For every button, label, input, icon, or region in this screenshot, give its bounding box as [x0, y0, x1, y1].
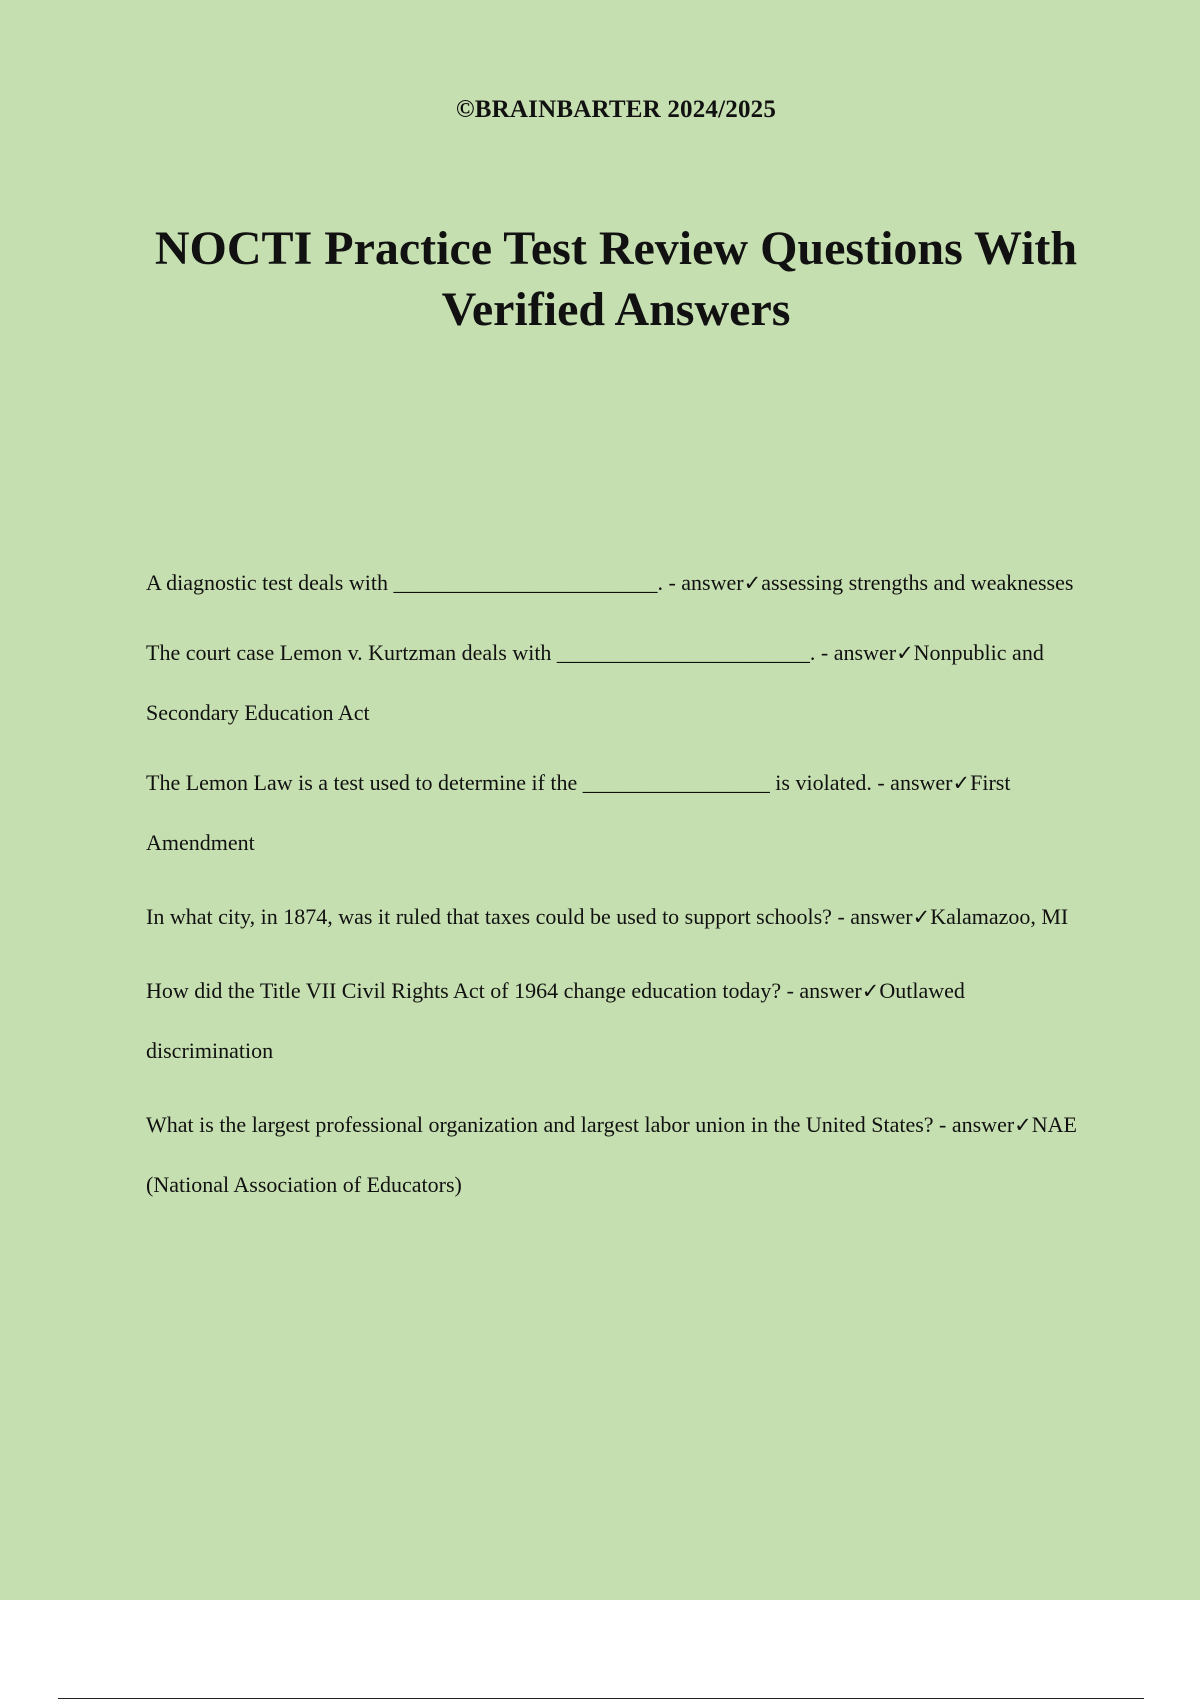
answer-text: assessing strengths and weaknesses — [761, 570, 1074, 595]
qa-item — [146, 623, 1096, 743]
answer-text: Kalamazoo, MI — [930, 904, 1069, 929]
question-text: The Lemon Law is a test used to determine if the _________________ is violated. - answer — [146, 770, 953, 795]
checkmark-icon: ✓ — [952, 771, 971, 795]
qa-item — [146, 553, 1096, 613]
footer-divider — [58, 1698, 1144, 1699]
question-text: In what city, in 1874, was it ruled that taxes could be used to support schools? - answer — [146, 904, 913, 929]
document-title: NOCTI Practice Test Review Questions With Verified Answers — [154, 222, 1078, 336]
checkmark-icon: ✓ — [912, 905, 931, 929]
copyright-header: ©BRAINBARTER 2024/2025 — [455, 96, 777, 123]
answer-text: First Amendment — [146, 770, 1011, 855]
answer-text: Nonpublic and Secondary Education Act — [146, 640, 1044, 725]
qa-list — [146, 553, 1096, 1225]
question-text: How did the Title VII Civil Rights Act of 1964 change education today? - answer — [146, 978, 862, 1003]
checkmark-icon: ✓ — [861, 979, 880, 1003]
answer-text: Outlawed discrimination — [146, 978, 965, 1063]
qa-item — [146, 887, 1096, 947]
qa-item — [146, 1095, 1096, 1215]
question-text: What is the largest professional organization and largest labor union in the United States? - answer — [146, 1112, 1015, 1137]
question-text: The court case Lemon v. Kurtzman deals with _______________________. - answer — [146, 640, 897, 665]
qa-item — [146, 961, 1096, 1081]
question-text: A diagnostic test deals with ________________________. - answer — [146, 570, 744, 595]
checkmark-icon: ✓ — [1014, 1113, 1032, 1137]
answer-text: NAE (National Association of Educators) — [146, 1112, 1077, 1197]
checkmark-icon: ✓ — [896, 641, 914, 665]
qa-item — [146, 753, 1096, 873]
checkmark-icon: ✓ — [743, 571, 762, 595]
